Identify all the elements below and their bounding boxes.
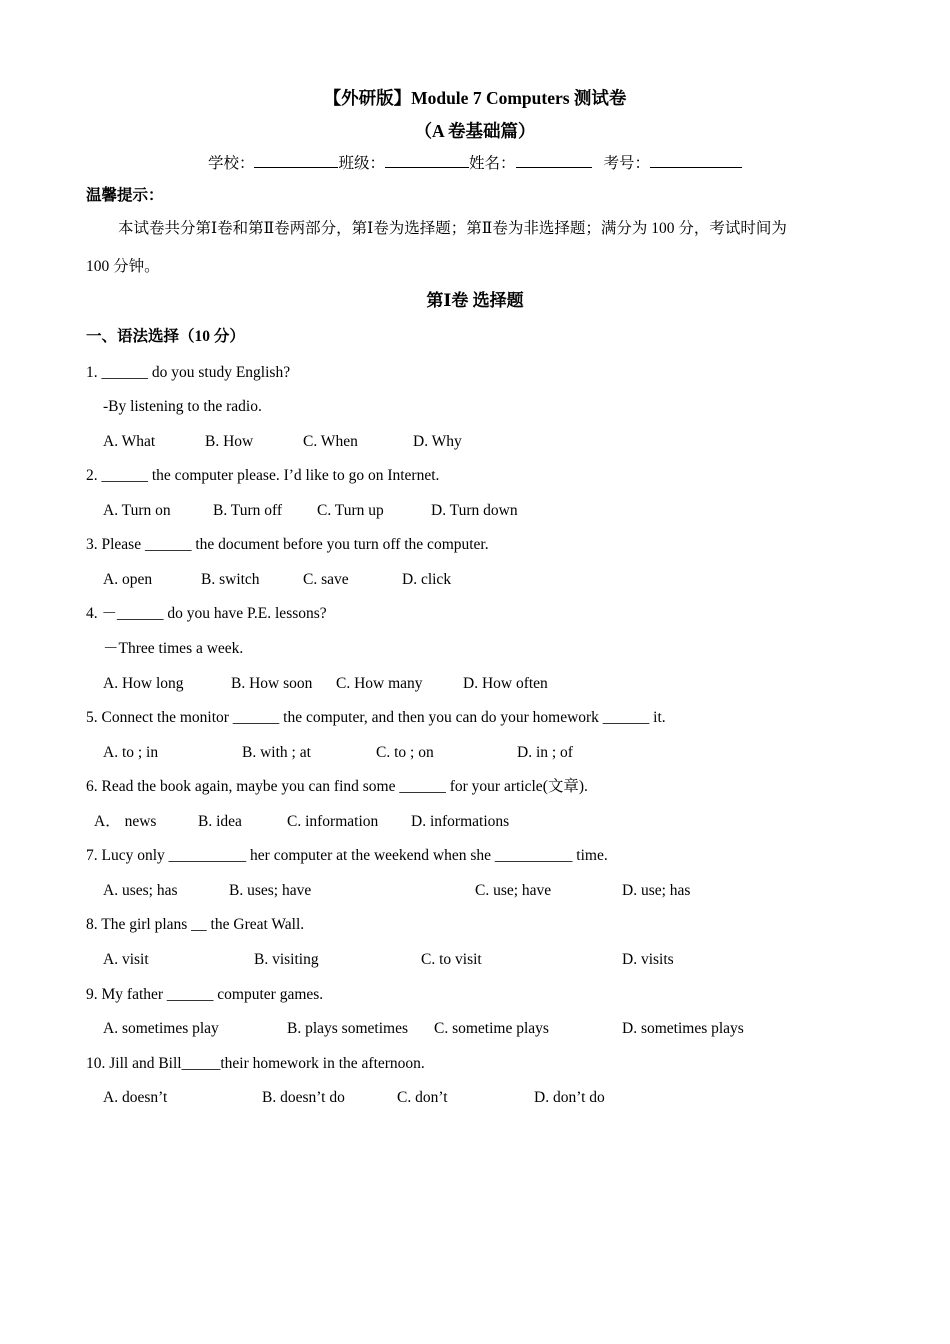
tips-line-2: 100 分钟。 <box>86 258 160 275</box>
option-d: D. Why <box>413 433 462 450</box>
question-9-stem: 9. My father ______ computer games. <box>86 986 324 1003</box>
section1-title: 一、语法选择（10 分） <box>86 328 245 345</box>
question-1-stem: 1. ______ do you study English? <box>86 364 291 381</box>
option-d: D. use; has <box>622 882 691 899</box>
option-c: C. to visit <box>421 951 482 968</box>
option-b: B. visiting <box>254 951 319 968</box>
option-c: C. Turn up <box>317 502 384 519</box>
option-b: B. How <box>205 433 254 450</box>
option-c: C. How many <box>336 675 423 692</box>
option-c: C. save <box>303 571 349 588</box>
school-label: 学校： <box>207 155 255 172</box>
option-c: C. sometime plays <box>434 1020 549 1037</box>
option-a: A. to ; in <box>103 744 159 761</box>
option-d: D. informations <box>411 813 510 830</box>
exam-number-label: 考号： <box>603 155 651 172</box>
option-a: A. Turn on <box>103 502 171 519</box>
option-a: A. open <box>103 571 153 588</box>
option-c: C. use; have <box>475 882 552 899</box>
question-4-reply: －Three times a week. <box>103 640 244 657</box>
option-a: A. visit <box>103 951 149 968</box>
option-d: D. click <box>402 571 452 588</box>
question-8-stem: 8. The girl plans __ the Great Wall. <box>86 916 305 933</box>
question-3-stem: 3. Please ______ the document before you turn off the computer. <box>86 536 489 553</box>
question-7-stem: 7. Lucy only __________ her computer at the weekend when she __________ time. <box>86 847 608 864</box>
option-d: D. in ; of <box>517 744 573 761</box>
option-d: D. don’t do <box>534 1089 605 1106</box>
school-blank <box>254 153 338 168</box>
option-b: B. Turn off <box>213 502 283 519</box>
part1-title: 第Ⅰ卷 选择题 <box>426 291 524 310</box>
question-4-stem: 4. －______ do you have P.E. lessons? <box>86 605 327 622</box>
option-b: B. with ; at <box>242 744 311 761</box>
option-d: D. sometimes plays <box>622 1020 744 1037</box>
option-a: A. doesn’t <box>103 1089 168 1106</box>
option-b: B. idea <box>198 813 242 830</box>
option-a: A. sometimes play <box>103 1020 219 1037</box>
student-info-row <box>0 153 950 174</box>
option-b: B. doesn’t do <box>262 1089 345 1106</box>
option-b: B. plays sometimes <box>287 1020 408 1037</box>
name-label: 姓名： <box>469 155 516 172</box>
option-d: D. How often <box>463 675 548 692</box>
question-5-stem: 5. Connect the monitor ______ the computer, and then you can do your homework ______ it. <box>86 709 666 726</box>
option-b: B. uses; have <box>229 882 312 899</box>
option-d: D. Turn down <box>431 502 518 519</box>
option-d: D. visits <box>622 951 674 968</box>
option-c: C. don’t <box>397 1089 448 1106</box>
tips-label: 温馨提示： <box>86 187 164 204</box>
option-b: B. How soon <box>231 675 313 692</box>
question-6-stem: 6. Read the book again, maybe you can find some ______ for your article(文章). <box>86 778 588 795</box>
option-a: A. What <box>103 433 156 450</box>
option-c: C. to ; on <box>376 744 434 761</box>
question-10-stem: 10. Jill and Bill_____their homework in the afternoon. <box>86 1055 425 1072</box>
question-1-reply: -By listening to the radio. <box>103 398 262 415</box>
option-a: A. uses; has <box>103 882 178 899</box>
exam-subtitle: （A 卷基础篇） <box>414 121 536 141</box>
class-blank <box>385 153 469 168</box>
class-label: 班级： <box>338 155 385 172</box>
option-c: C. information <box>287 813 379 830</box>
option-c: C. When <box>303 433 358 450</box>
exam-number-blank <box>650 153 742 168</box>
tips-line-1: 本试卷共分第Ⅰ卷和第Ⅱ卷两部分，第Ⅰ卷为选择题；第Ⅱ卷为非选择题；满分为 100 分，考试时间为 <box>118 220 787 237</box>
option-a: A. How long <box>103 675 184 692</box>
option-a: A． news <box>94 813 157 830</box>
option-b: B. switch <box>201 571 260 588</box>
question-2-stem: 2. ______ the computer please. I’d like to go on Internet. <box>86 467 440 484</box>
exam-title: 【外研版】Module 7 Computers 测试卷 <box>323 88 627 108</box>
name-blank <box>516 153 592 168</box>
